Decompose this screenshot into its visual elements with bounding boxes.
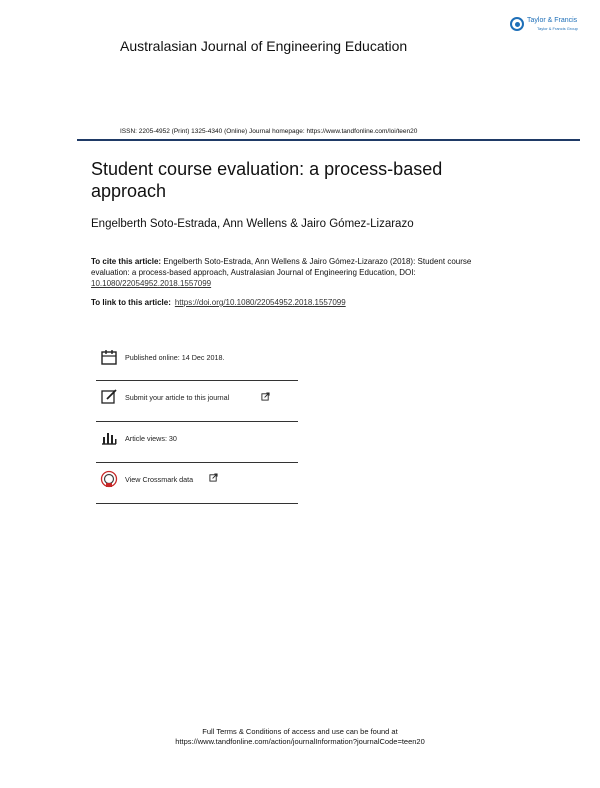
citation-label: To cite this article: xyxy=(91,257,162,266)
published-date: Published online: 14 Dec 2018. xyxy=(125,353,225,362)
issn-text: ISSN: 2205-4952 (Print) 1325-4340 (Online) Journal homepage: xyxy=(120,128,307,135)
external-link-icon xyxy=(209,473,218,482)
publisher-tagline: Taylor & Francis Group xyxy=(537,26,578,31)
submit-article-row[interactable] xyxy=(96,384,298,416)
crossmark-icon xyxy=(100,470,118,488)
journal-homepage-link[interactable]: https://www.tandfonline.com/loi/teen20 xyxy=(306,128,418,135)
crossmark-link[interactable]: View Crossmark data xyxy=(125,475,194,484)
article-link-label: To link to this article: xyxy=(91,298,171,307)
header-divider xyxy=(77,139,580,141)
article-doi-link[interactable]: https://doi.org/10.1080/22054952.2018.1557099 xyxy=(174,298,346,307)
published-row xyxy=(96,344,298,376)
publisher-name: Taylor & Francis xyxy=(527,17,578,24)
article-views-count: Article views: 30 xyxy=(125,434,177,443)
crossmark-row[interactable] xyxy=(96,466,298,498)
publisher-logo-icon xyxy=(510,17,524,31)
external-link-icon xyxy=(261,392,270,401)
footer xyxy=(0,727,600,747)
calendar-icon xyxy=(100,348,118,366)
journal-title: Australasian Journal of Engineering Education xyxy=(120,38,408,54)
citation-block xyxy=(91,256,511,289)
footer-terms-link[interactable]: https://www.tandfonline.com/action/journalInformation?journalCode=teen20 xyxy=(175,737,425,746)
issn-line xyxy=(120,128,417,135)
article-authors: Engelberth Soto-Estrada, Ann Wellens & Jairo Gómez-Lizarazo xyxy=(91,218,414,230)
panel-divider xyxy=(96,462,298,463)
footer-terms: Full Terms & Conditions of access and use can be found at xyxy=(202,727,398,736)
article-views-row xyxy=(96,425,298,457)
bar-chart-icon xyxy=(100,429,118,447)
citation-doi-link[interactable]: 10.1080/22054952.2018.1557099 xyxy=(91,279,212,288)
publisher-logo[interactable] xyxy=(510,15,590,37)
article-link-line xyxy=(91,298,346,307)
submit-article-link[interactable]: Submit your article to this journal xyxy=(125,393,230,402)
edit-icon xyxy=(100,388,118,406)
panel-divider xyxy=(96,503,298,504)
citation-text: Engelberth Soto-Estrada, Ann Wellens & Jairo Gómez-Lizarazo (2018): Student course evaluation: a process-based approach, Australasian Journal of Engineering Education, DOI: xyxy=(91,257,472,277)
panel-divider xyxy=(96,421,298,422)
article-title: Student course evaluation: a process-based approach xyxy=(91,159,443,201)
panel-divider xyxy=(96,380,298,381)
